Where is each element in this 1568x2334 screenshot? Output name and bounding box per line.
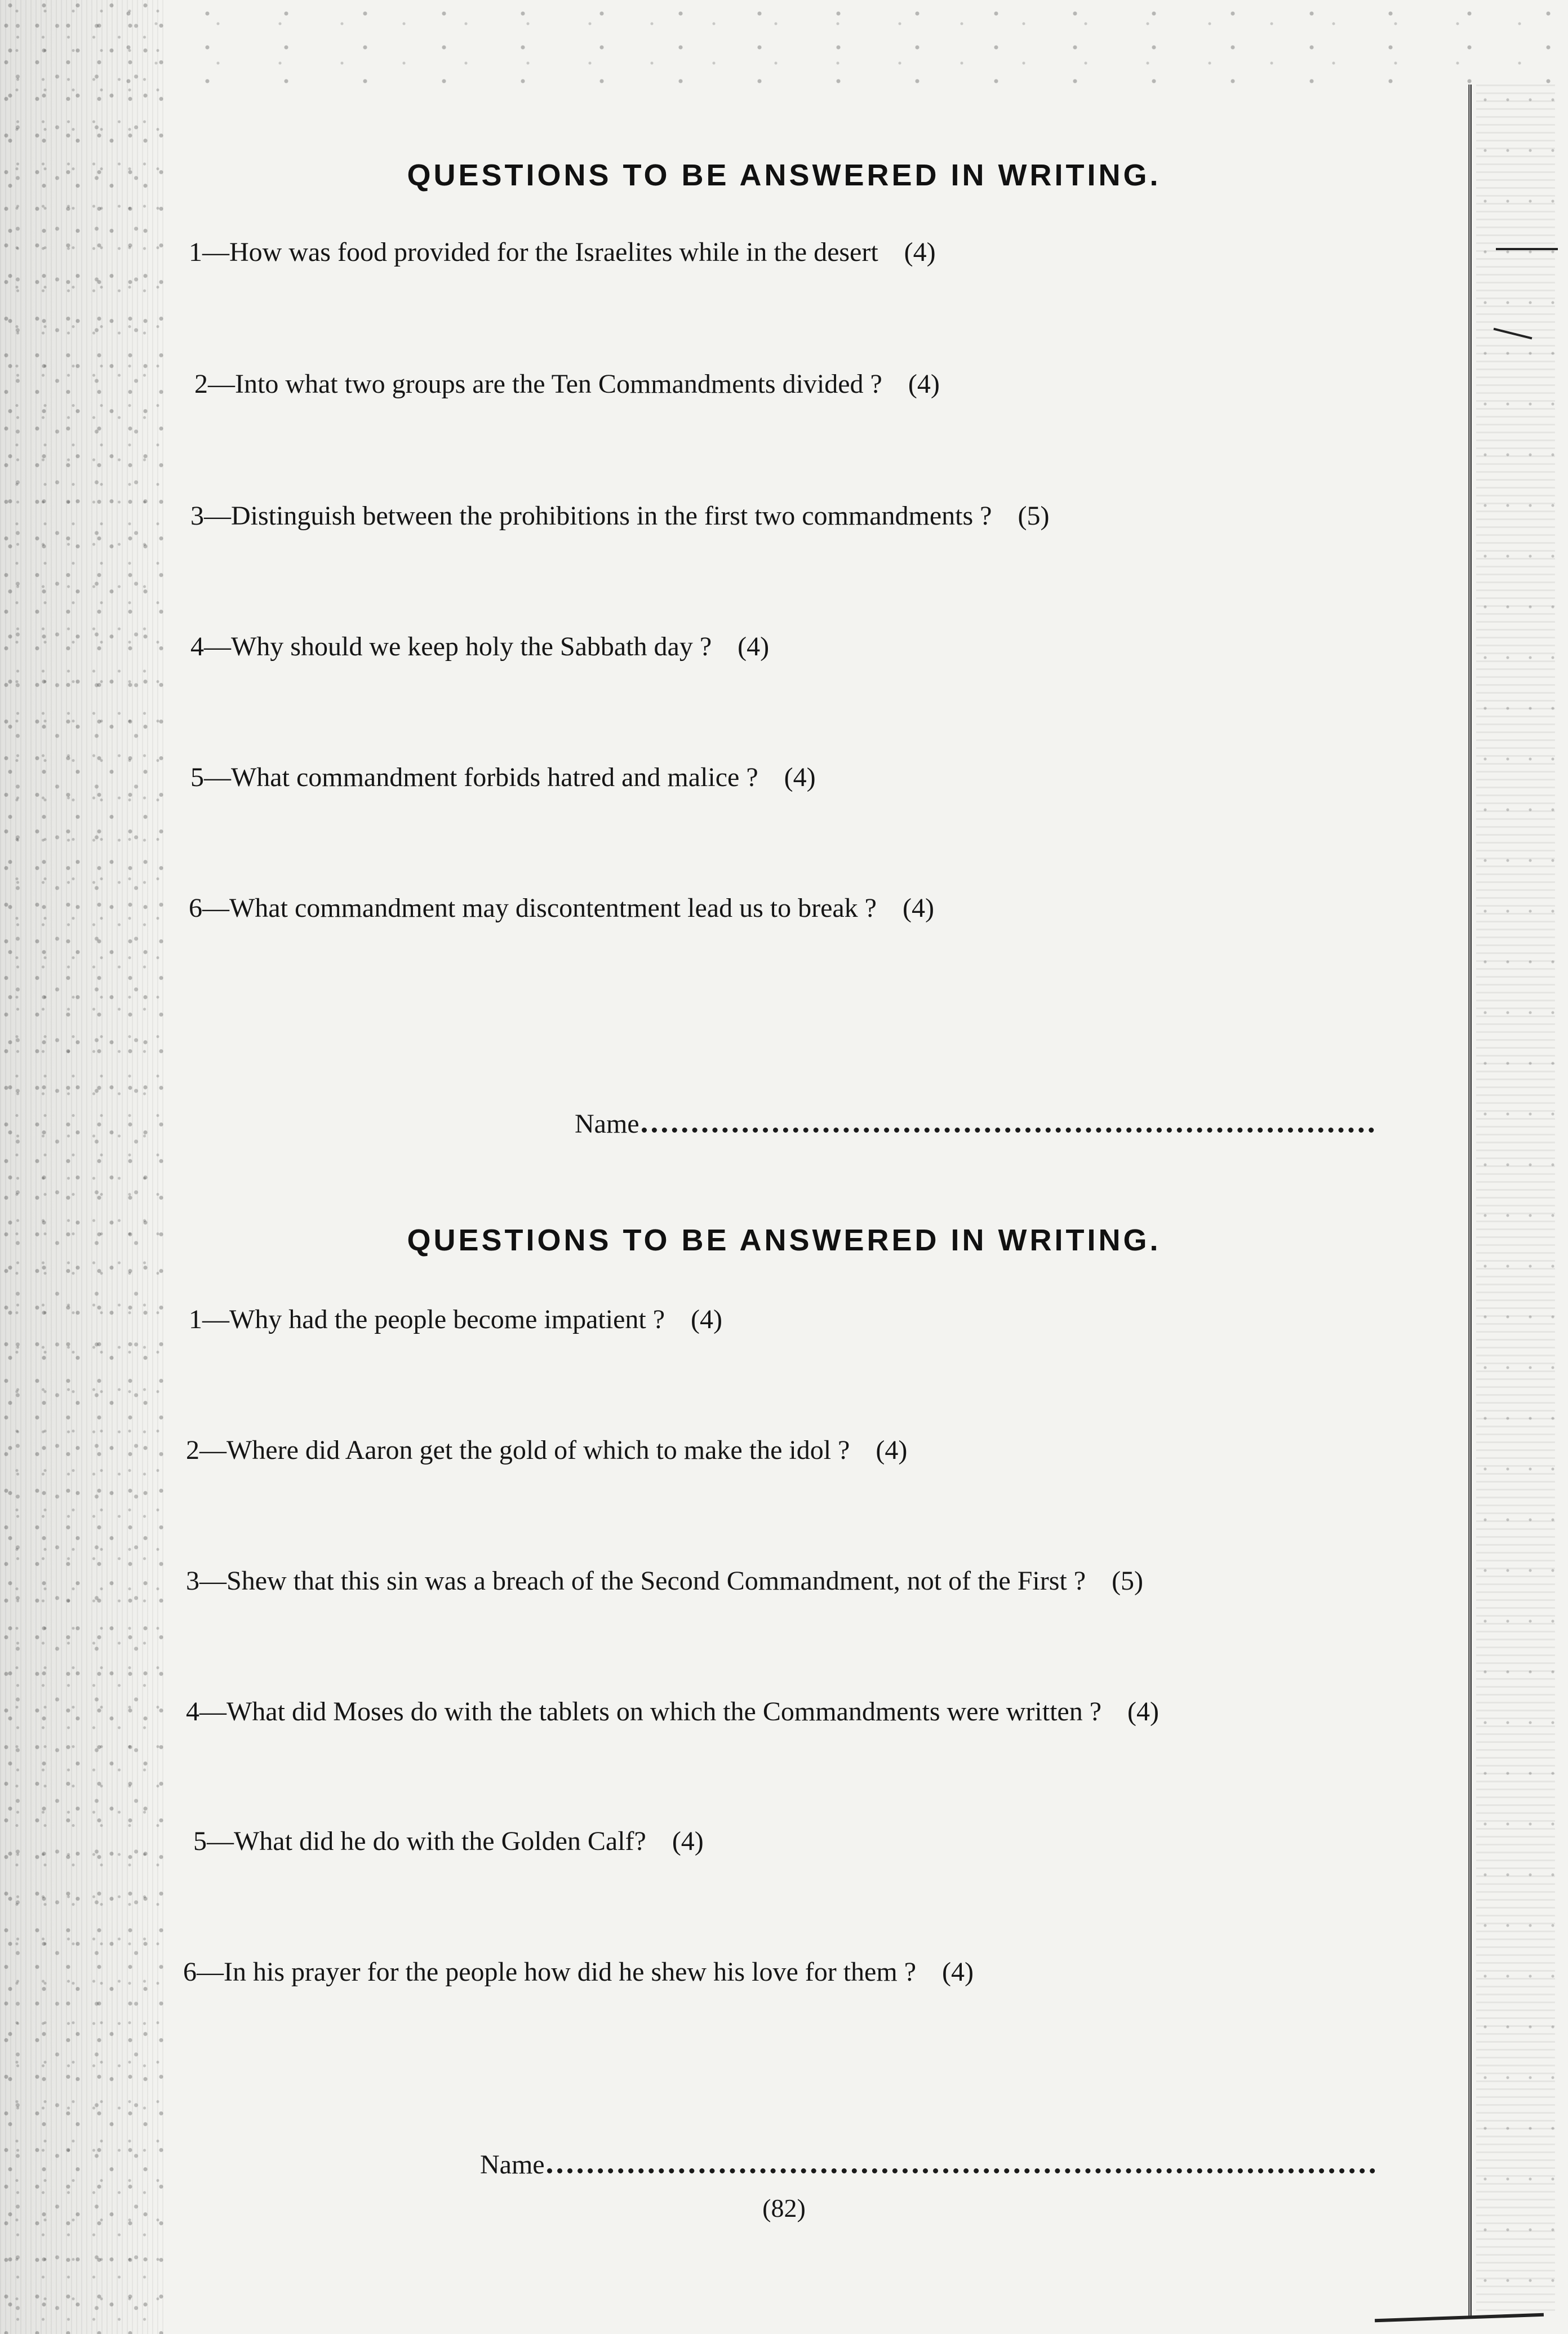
question-marks: (4)	[908, 369, 940, 399]
question-text: 1—How was food provided for the Israelites while in the desert	[189, 237, 878, 267]
section-2-heading: QUESTIONS TO BE ANSWERED IN WRITING.	[407, 1223, 1161, 1257]
page-edge-border	[1468, 85, 1473, 2316]
question-2-1	[189, 1303, 722, 1337]
question-text: 3—Shew that this sin was a breach of the Second Commandment, not of the First ?	[186, 1566, 1086, 1596]
scan-noise-left	[0, 0, 163, 2334]
question-text: 2—Where did Aaron get the gold of which to make the idol ?	[186, 1435, 850, 1465]
question-marks: (4)	[672, 1826, 704, 1856]
question-marks: (4)	[904, 237, 936, 267]
question-marks: (4)	[738, 632, 770, 662]
question-1-1	[189, 236, 936, 269]
question-text: 4—What did Moses do with the tablets on which the Commandments were written ?	[186, 1697, 1102, 1727]
name-field-2[interactable]	[480, 2148, 1375, 2182]
question-2-3	[186, 1564, 1143, 1598]
question-text: 6—What commandment may discontentment lead us to break ?	[189, 893, 877, 923]
question-text: 3—Distinguish between the prohibitions in the first two commandments ?	[190, 501, 992, 531]
question-2-5	[193, 1825, 704, 1858]
question-marks: (5)	[1018, 501, 1050, 531]
scan-noise-top	[113, 0, 1568, 85]
question-text: 5—What did he do with the Golden Calf?	[193, 1826, 646, 1856]
question-1-6	[189, 891, 934, 925]
question-2-2	[186, 1434, 907, 1467]
question-text: 2—Into what two groups are the Ten Commandments divided ?	[194, 369, 882, 399]
question-marks: (4)	[784, 762, 816, 792]
question-text: 4—Why should we keep holy the Sabbath day ?	[190, 632, 712, 662]
question-text: 5—What commandment forbids hatred and malice ?	[190, 762, 758, 792]
question-1-5	[190, 761, 816, 795]
question-marks: (5)	[1112, 1566, 1144, 1596]
edge-mark	[1375, 2313, 1544, 2322]
question-text: 6—In his prayer for the people how did he shew his love for them ?	[183, 1957, 916, 1987]
page-number: (82)	[762, 2194, 806, 2222]
question-1-2	[194, 367, 940, 401]
name-dotted-line	[547, 2163, 1375, 2173]
name-dotted-line	[642, 1122, 1374, 1133]
question-marks: (4)	[902, 893, 934, 923]
name-field-1[interactable]	[575, 1107, 1374, 1141]
question-2-6	[183, 1955, 974, 1989]
question-2-4	[186, 1695, 1159, 1729]
question-marks: (4)	[942, 1957, 974, 1987]
section-1-heading: QUESTIONS TO BE ANSWERED IN WRITING.	[407, 158, 1161, 192]
question-marks: (4)	[1127, 1697, 1159, 1727]
question-1-3	[190, 499, 1049, 533]
question-1-4	[190, 630, 769, 664]
question-marks: (4)	[876, 1435, 908, 1465]
scan-noise-right	[1476, 85, 1555, 2316]
edge-mark	[1496, 248, 1558, 250]
question-text: 1—Why had the people become impatient ?	[189, 1304, 665, 1334]
name-label: Name	[575, 1109, 639, 1139]
question-marks: (4)	[691, 1304, 723, 1334]
name-label: Name	[480, 2150, 545, 2180]
